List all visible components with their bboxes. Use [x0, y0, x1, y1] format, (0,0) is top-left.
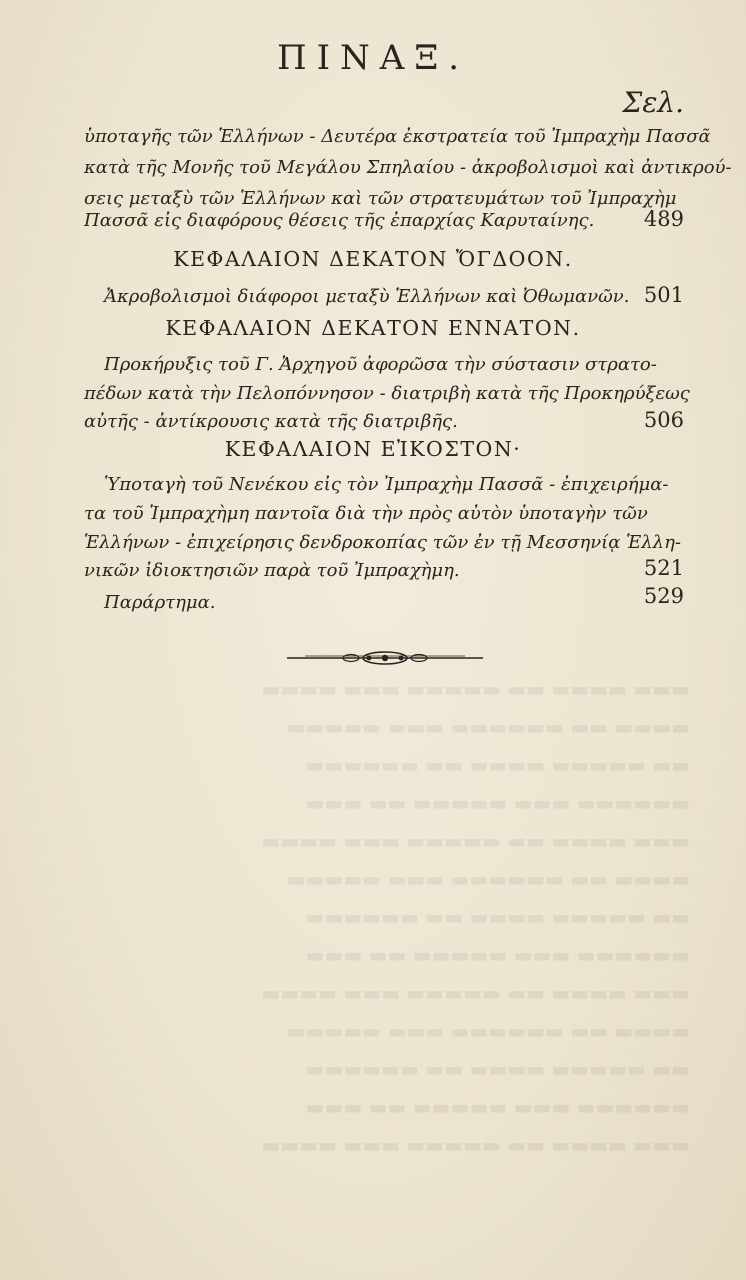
- toc-page-number: 506: [643, 408, 684, 432]
- toc-entry-line: Πασσᾶ εἰς διαφόρους θέσεις τῆς ἐπαρχίας Καρυταίνης.: [84, 210, 595, 231]
- toc-entry-line: ὑποταγῆς τῶν Ἑλλήνων - Δευτέρα ἐκστρατεία τοῦ Ἰμπραχὴμ Πασσᾶ: [84, 126, 711, 147]
- page-title: ΠΙΝΑΞ.: [276, 38, 470, 78]
- chapter-heading: ΚΕΦΑΛΑΙΟΝ ΔΕΚΑΤΟΝ ὌΓΔΟΟΝ.: [173, 247, 573, 271]
- chapter-heading: ΚΕΦΑΛΑΙΟΝ ΔΕΚΑΤΟΝ ΕΝΝΑΤΟΝ.: [165, 316, 581, 340]
- toc-entry-line: πέδων κατὰ τὴν Πελοπόννησον - διατριβὴ κατὰ τῆς Προκηρύξεως: [84, 383, 690, 404]
- chapter-heading: ΚΕΦΑΛΑΙΟΝ ΕἸΚΟΣΤΟΝ·: [224, 437, 522, 461]
- toc-page-number: 489: [643, 207, 684, 231]
- toc-entry-line: Παράρτημα.: [104, 592, 216, 613]
- toc-entry-line: τα τοῦ Ἰμπραχὴμη παντοῖα διὰ τὴν πρὸς αὐτὸν ὑποταγὴν τῶν: [84, 503, 648, 524]
- toc-page-number: 501: [643, 283, 684, 307]
- toc-entry-line: κατὰ τῆς Μονῆς τοῦ Μεγάλου Σπηλαίου - ἀκροβολισμοὶ καὶ ἀντικρού-: [84, 157, 732, 178]
- toc-entry-line: σεις μεταξὺ τῶν Ἑλλήνων καὶ τῶν στρατευμάτων τοῦ Ἰμπραχὴμ: [84, 188, 677, 209]
- toc-entry-line: αὐτῆς - ἀντίκρουσις κατὰ τῆς διατριβῆς.: [84, 411, 458, 432]
- toc-entry-line: Προκήρυξις τοῦ Γ. Ἀρχηγοῦ ἀφορῶσα τὴν σύστασιν στρατο-: [104, 354, 657, 375]
- toc-page-number: 529: [643, 584, 684, 608]
- decorative-rule-ornament: [285, 646, 485, 670]
- toc-entry-line: Ἀκροβολισμοὶ διάφοροι μεταξὺ Ἑλλήνων καὶ Ὀθωμανῶν.: [104, 286, 630, 307]
- toc-entry-line: νικῶν ἰδιοκτησιῶν παρὰ τοῦ Ἰμπραχὴμη.: [84, 560, 460, 581]
- toc-entry-line: Ἑλλήνων - ἐπιχείρησις δενδροκοπίας τῶν ἐν τῇ Μεσσηνίᾳ Ἑλλη-: [84, 532, 681, 553]
- toc-page-number: 521: [643, 556, 684, 580]
- show-through-texture: ▬▬▬ ▬▬▬▬ ▬▬ ▬▬▬▬▬ ▬▬▬ ▬▬▬▬ ▬▬▬▬ ▬▬ ▬▬▬▬▬▬ ▬▬▬ ▬▬▬▬▬ ▬▬ ▬▬▬▬▬ ▬▬▬▬ ▬▬ ▬▬▬▬▬▬ ▬▬▬▬▬▬ ▬▬▬ ▬▬▬▬▬ ▬▬ ▬▬▬ ▬▬▬ ▬▬▬▬ ▬▬ ▬▬▬▬▬ ▬▬▬ ▬▬▬▬ ▬▬▬▬ ▬▬ ▬▬▬▬▬▬ ▬▬▬ ▬▬▬▬▬ ▬▬ ▬▬▬▬▬ ▬▬▬▬ ▬▬ ▬▬▬▬▬▬ ▬▬▬▬▬▬ ▬▬▬ ▬▬▬▬▬ ▬▬ ▬▬▬ ▬▬▬ ▬▬▬▬ ▬▬ ▬▬▬▬▬ ▬▬▬ ▬▬▬▬ ▬▬▬▬ ▬▬ ▬▬▬▬▬▬ ▬▬▬ ▬▬▬▬▬ ▬▬ ▬▬▬▬▬ ▬▬▬▬ ▬▬ ▬▬▬▬▬▬ ▬▬▬▬▬▬ ▬▬▬ ▬▬▬▬▬ ▬▬ ▬▬▬ ▬▬▬ ▬▬▬▬ ▬▬ ▬▬▬▬▬ ▬▬▬ ▬▬▬▬: [261, 677, 690, 1157]
- toc-entry-line: Ὑποταγὴ τοῦ Νενέκου εἰς τὸν Ἰμπραχὴμ Πασσᾶ - ἐπιχειρήμα-: [104, 474, 669, 495]
- page-column-label: Σελ.: [622, 86, 684, 119]
